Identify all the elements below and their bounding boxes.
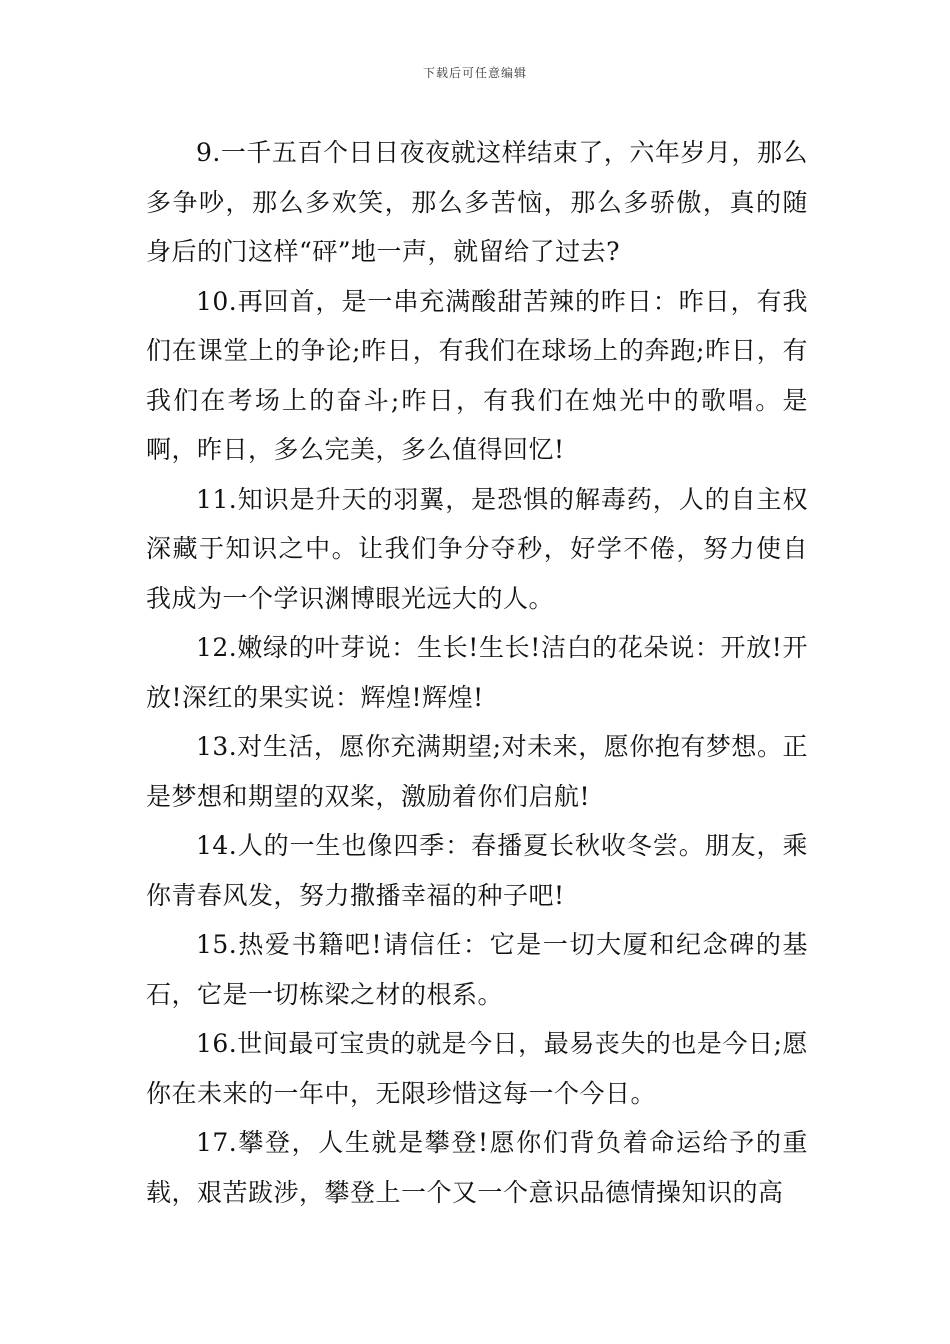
paragraph-14: 14.人的一生也像四季：春播夏长秋收冬尝。朋友，乘你青春风发，努力撒播幸福的种子吧! bbox=[146, 831, 808, 910]
header-note: 下载后可任意编辑 bbox=[422, 66, 527, 80]
paragraph-16: 16.世间最可宝贵的就是今日，最易丧失的也是今日;愿你在未来的一年中，无限珍惜这每一个今日。 bbox=[146, 1029, 808, 1108]
paragraph-15: 15.热爱书籍吧!请信任：它是一切大厦和纪念碑的基石，它是一切栋梁之材的根系。 bbox=[146, 930, 808, 1009]
paragraph-10: 10.再回首，是一串充满酸甜苦辣的昨日：昨日，有我们在课堂上的争论;昨日，有我们在球场上的奔跑;昨日，有我们在考场上的奋斗;昨日，有我们在烛光中的歌唱。是啊，昨日，多么完美，多么值得回忆! bbox=[146, 286, 808, 464]
paragraph-13: 13.对生活，愿你充满期望;对未来，愿你抱有梦想。正是梦想和期望的双桨，激励着你们启航! bbox=[146, 732, 808, 811]
document-body bbox=[146, 128, 808, 1217]
paragraph-9: 9.一千五百个日日夜夜就这样结束了，六年岁月，那么多争吵，那么多欢笑，那么多苦恼，那么多骄傲，真的随身后的门这样“砰”地一声，就留给了过去? bbox=[146, 138, 808, 266]
paragraph-17: 17.攀登，人生就是攀登!愿你们背负着命运给予的重载，艰苦跋涉，攀登上一个又一个意识品德情操知识的高 bbox=[146, 1128, 808, 1207]
paragraph-11: 11.知识是升天的羽翼，是恐惧的解毒药，人的自主权深藏于知识之中。让我们争分夺秒，好学不倦，努力使自我成为一个学识渊博眼光远大的人。 bbox=[146, 484, 808, 613]
paragraph-12: 12.嫩绿的叶芽说：生长!生长!洁白的花朵说：开放!开放!深红的果实说：辉煌!辉煌! bbox=[146, 633, 808, 712]
